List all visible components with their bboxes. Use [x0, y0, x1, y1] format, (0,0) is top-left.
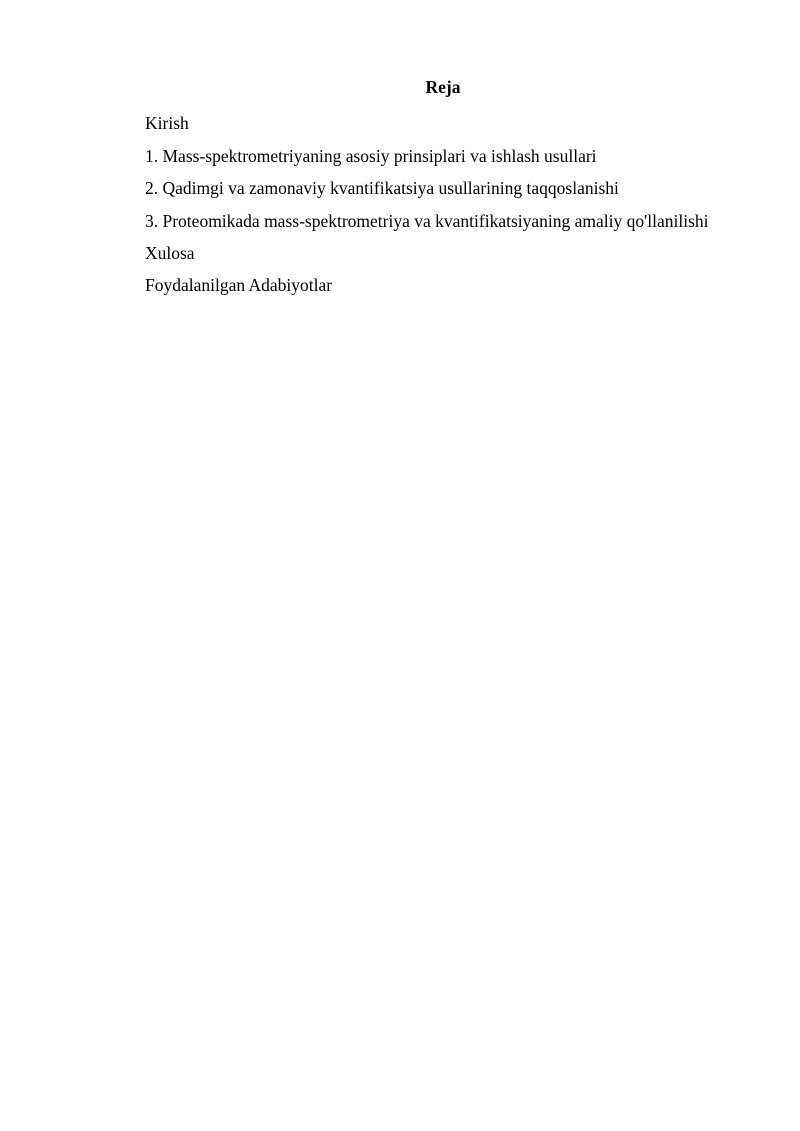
toc-item-2: 2. Qadimgi va zamonaviy kvantifikatsiya usullarining taqqoslanishi: [145, 178, 619, 198]
toc-item-1: 1. Mass-spektrometriyaning asosiy prinsiplari va ishlash usullari: [145, 145, 597, 166]
toc-item-conclusion: Xulosa: [145, 242, 195, 263]
page-title: Reja: [425, 77, 461, 97]
toc-item-introduction: Kirish: [145, 113, 189, 133]
toc-item-references: Foydalanilgan Adabiyotlar: [145, 275, 333, 295]
toc-item-3: 3. Proteomikada mass-spektrometriya va kvantifikatsiyaning amaliy qo'llanilishi: [145, 210, 709, 231]
table-of-contents: [114, 75, 742, 302]
